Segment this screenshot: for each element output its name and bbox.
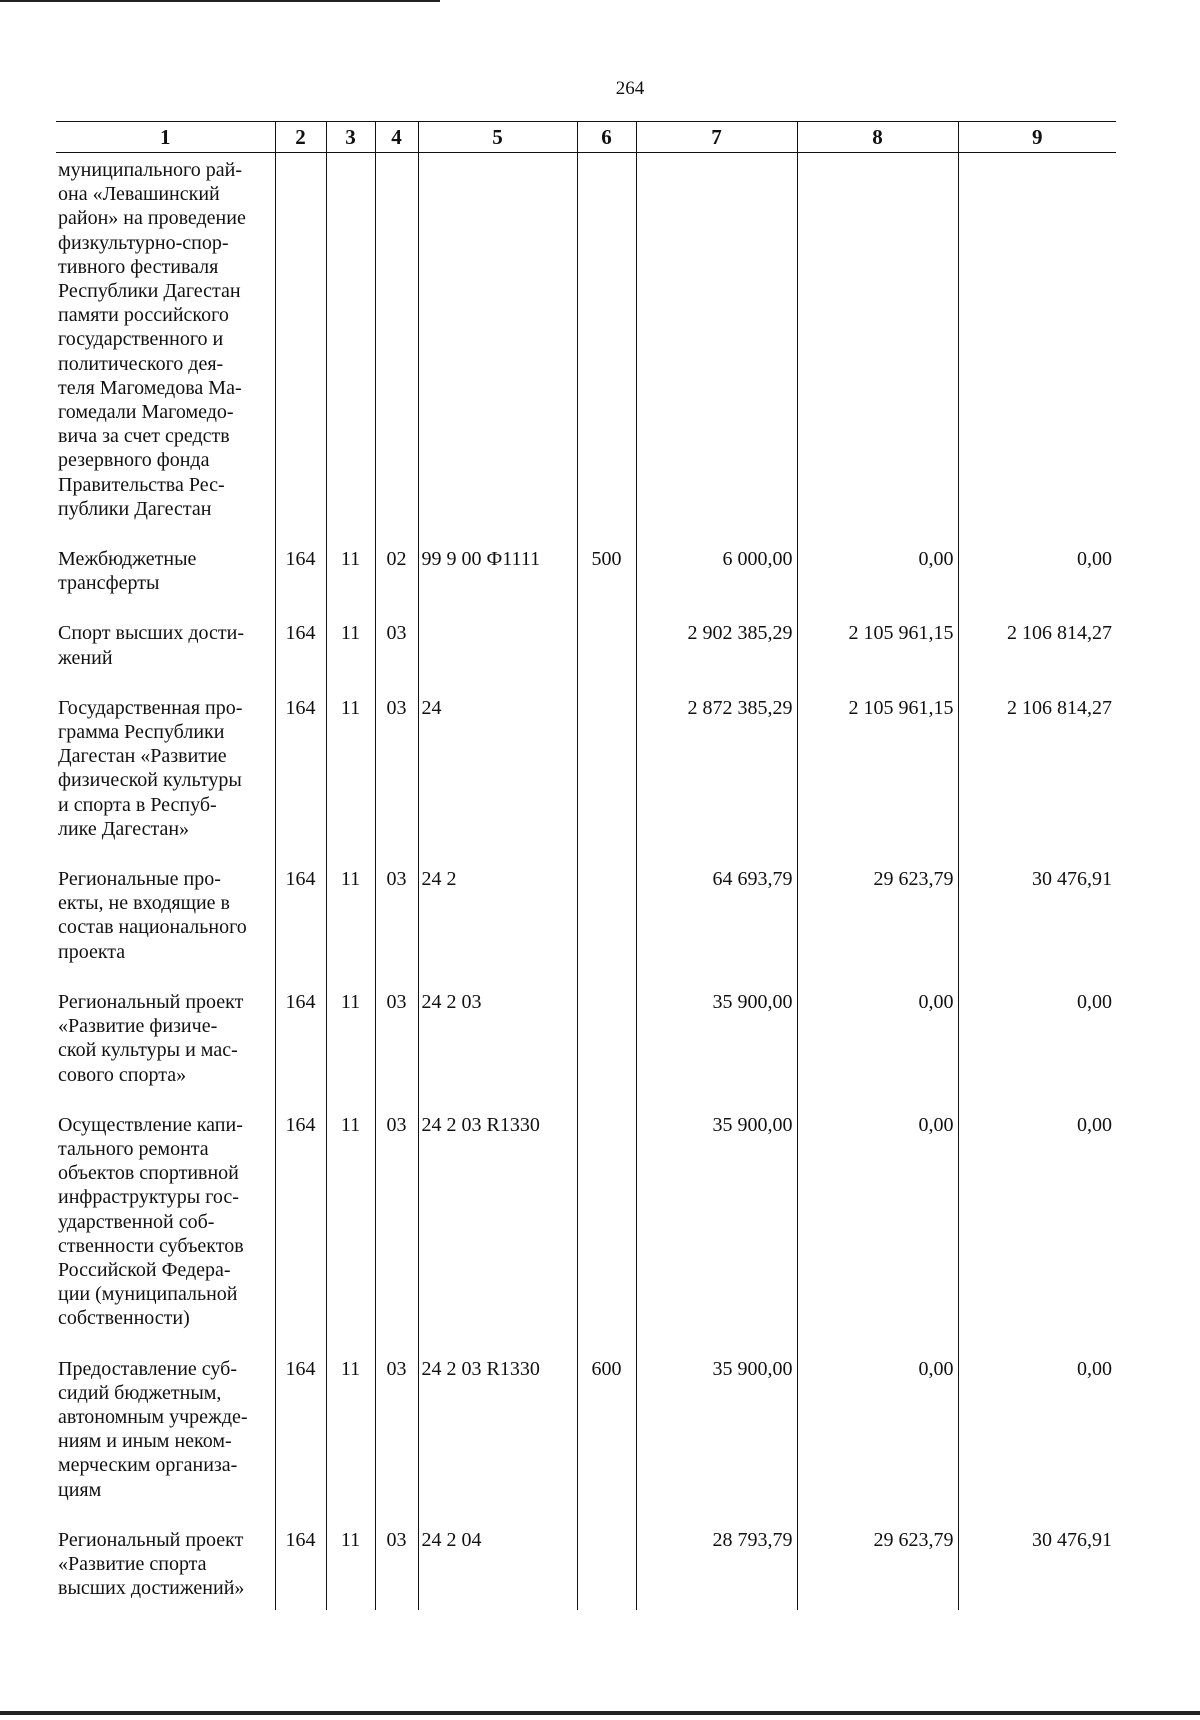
item-name-line: высших достижений» [58,1577,245,1600]
amount-year-3: 30 476,91 [958,1524,1116,1611]
amount-year-1: 35 900,00 [636,986,797,1109]
item-name-line: Предоставление суб- [58,1357,237,1380]
item-name [56,692,275,863]
amount-year-1: 6 000,00 [636,543,797,617]
item-name-line: вича за счет средств [58,425,230,448]
item-name-line: и спорта в Респуб- [58,793,217,816]
grbs-code: 164 [275,617,326,691]
table-row [56,1109,1116,1353]
amount-year-3: 0,00 [958,543,1116,617]
amount-year-3: 0,00 [958,986,1116,1109]
table-row [56,986,1116,1109]
item-name-line: Региональный проект [58,990,244,1013]
amount-year-1: 2 902 385,29 [636,617,797,691]
item-name-line: проекта [58,940,126,963]
column-header: 9 [958,122,1116,153]
column-header: 2 [275,122,326,153]
item-name-line: публики Дагестан [58,497,212,520]
item-name-line: резервного фонда [58,449,210,472]
table-row [56,863,1116,986]
grbs-code: 164 [275,986,326,1109]
item-name-line: Спорт высших дости- [58,622,245,645]
item-name-line: памяти российского [58,304,229,327]
scan-edge-top [0,0,440,2]
item-name-line: Дагестан «Развитие [58,745,227,768]
amount-year-1: 2 872 385,29 [636,692,797,863]
expense-type-code [577,986,636,1109]
item-name [56,863,275,986]
expense-type-code [577,153,636,544]
item-name-line: Межбюджетные [58,548,197,571]
amount-year-3: 0,00 [958,1109,1116,1353]
item-name-line: циям [58,1478,102,1501]
target-article-code: 24 2 04 [418,1524,577,1611]
amount-year-1: 28 793,79 [636,1524,797,1611]
column-header: 7 [636,122,797,153]
subsection-code: 03 [375,1353,418,1524]
table-row [56,543,1116,617]
item-name [56,543,275,617]
section-code: 11 [326,863,375,986]
item-name-line: автономным учрежде- [58,1405,248,1428]
expense-type-code [577,1109,636,1353]
grbs-code: 164 [275,1109,326,1353]
grbs-code: 164 [275,1524,326,1611]
item-name-line: «Развитие спорта [58,1552,207,1575]
header-row [56,122,1116,153]
item-name-line: ниям и иным неком- [58,1430,232,1453]
amount-year-1: 35 900,00 [636,1353,797,1524]
budget-table [56,121,1116,1610]
amount-year-2: 0,00 [797,1353,958,1524]
item-name-line: «Развитие физиче- [58,1015,218,1038]
subsection-code: 03 [375,692,418,863]
item-name-line: муниципального рай- [58,159,242,181]
target-article-code: 24 2 [418,863,577,986]
amount-year-1: 64 693,79 [636,863,797,986]
subsection-code: 03 [375,986,418,1109]
amount-year-3: 30 476,91 [958,863,1116,986]
item-name-line: гомедали Магомедо- [58,401,234,424]
amount-year-1 [636,153,797,544]
item-name-line: екты, не входящие в [58,892,230,915]
amount-year-2: 29 623,79 [797,863,958,986]
section-code: 11 [326,617,375,691]
item-name-line: лике Дагестан» [58,817,190,840]
amount-year-2 [797,153,958,544]
item-name-line: физической культуры [58,769,242,792]
subsection-code: 03 [375,1524,418,1611]
target-article-code: 99 9 00 Ф1111 [418,543,577,617]
amount-year-2: 29 623,79 [797,1524,958,1611]
amount-year-3: 0,00 [958,1353,1116,1524]
item-name-line: государственного и [58,328,224,351]
column-header: 3 [326,122,375,153]
item-name-line: ции (муниципальной [58,1283,238,1306]
section-code: 11 [326,1109,375,1353]
column-header: 1 [56,122,275,153]
scan-edge-bottom [0,1711,1200,1715]
item-name-line: сового спорта» [58,1063,187,1086]
item-name [56,1524,275,1611]
item-name-line: она «Левашинский [58,183,220,206]
target-article-code [418,153,577,544]
section-code: 11 [326,543,375,617]
item-name-line: Республики Дагестан [58,280,241,303]
grbs-code: 164 [275,863,326,986]
column-header: 8 [797,122,958,153]
table-row [56,692,1116,863]
item-name-line: грамма Республики [58,721,225,744]
section-code: 11 [326,692,375,863]
table-body [56,153,1116,1611]
amount-year-2: 0,00 [797,986,958,1109]
expense-type-code [577,1524,636,1611]
item-name-line: физкультурно-спор- [58,231,229,254]
target-article-code: 24 [418,692,577,863]
item-name-line: Осуществление капи- [58,1113,243,1136]
table-row [56,1524,1116,1611]
item-name-line: Региональные про- [58,868,221,891]
section-code: 11 [326,1353,375,1524]
item-name-line: жений [58,646,113,669]
expense-type-code [577,863,636,986]
grbs-code: 164 [275,692,326,863]
item-name-line: Правительства Рес- [58,473,225,496]
expense-type-code: 600 [577,1353,636,1524]
column-header: 4 [375,122,418,153]
item-name [56,986,275,1109]
grbs-code: 164 [275,543,326,617]
amount-year-3: 2 106 814,27 [958,692,1116,863]
column-header: 5 [418,122,577,153]
column-header: 6 [577,122,636,153]
grbs-code [275,153,326,544]
item-name-line: мерческим организа- [58,1454,238,1477]
item-name-line: Российской Федера- [58,1258,231,1281]
target-article-code: 24 2 03 [418,986,577,1109]
item-name [56,153,275,544]
target-article-code: 24 2 03 R1330 [418,1353,577,1524]
amount-year-2: 2 105 961,15 [797,692,958,863]
section-code: 11 [326,1524,375,1611]
amount-year-1: 35 900,00 [636,1109,797,1353]
item-name [56,1353,275,1524]
item-name-line: инфраструктуры гос- [58,1186,239,1209]
item-name-line: сидий бюджетным, [58,1381,222,1404]
expense-type-code [577,617,636,691]
section-code: 11 [326,986,375,1109]
table-header [56,122,1116,153]
item-name-line: тивного фестиваля [58,255,219,278]
table-row [56,617,1116,691]
amount-year-3 [958,153,1116,544]
amount-year-3: 2 106 814,27 [958,617,1116,691]
item-name-line: ударственной соб- [58,1210,215,1233]
amount-year-2: 0,00 [797,1109,958,1353]
item-name-line: Региональный проект [58,1528,244,1551]
item-name-line: тального ремонта [58,1137,209,1160]
item-name-line: политического дея- [58,352,224,375]
item-name-line: состав национального [58,916,247,939]
item-name [56,617,275,691]
item-name [56,1109,275,1353]
target-article-code: 24 2 03 R1330 [418,1109,577,1353]
subsection-code: 02 [375,543,418,617]
item-name-line: Государственная про- [58,696,243,719]
item-name-line: ственности субъектов [58,1234,244,1257]
item-name-line: собственности) [58,1307,190,1330]
subsection-code: 03 [375,1109,418,1353]
expense-type-code [577,692,636,863]
amount-year-2: 0,00 [797,543,958,617]
page-number: 264 [615,78,645,99]
section-code [326,153,375,544]
item-name-line: теля Магомедова Ма- [58,376,242,399]
expense-type-code: 500 [577,543,636,617]
subsection-code: 03 [375,863,418,986]
item-name-line: ской культуры и мас- [58,1039,238,1062]
item-name-line: трансферты [58,572,160,595]
item-name-line: объектов спортивной [58,1162,239,1185]
subsection-code [375,153,418,544]
target-article-code [418,617,577,691]
amount-year-2: 2 105 961,15 [797,617,958,691]
item-name-line: район» на проведение [58,207,246,230]
table-row [56,1353,1116,1524]
table-row [56,153,1116,544]
subsection-code: 03 [375,617,418,691]
grbs-code: 164 [275,1353,326,1524]
